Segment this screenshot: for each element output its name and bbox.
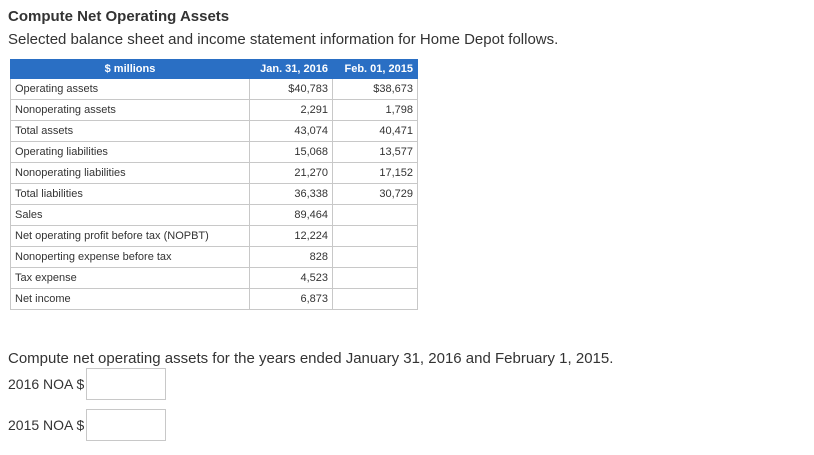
- value-2015: $38,673: [333, 79, 418, 100]
- table-row: [11, 268, 418, 289]
- row-label: Sales: [11, 205, 250, 226]
- value-2016: 21,270: [250, 163, 333, 184]
- value-2015: [333, 289, 418, 310]
- value-2016: 828: [250, 247, 333, 268]
- table-row: [11, 289, 418, 310]
- value-2016: 43,074: [250, 121, 333, 142]
- page-title: Compute Net Operating Assets: [8, 8, 230, 25]
- value-2015: [333, 205, 418, 226]
- value-2016: 89,464: [250, 205, 333, 226]
- answer-label-2016: 2016 NOA $: [8, 376, 85, 392]
- value-2016: $40,783: [250, 79, 333, 100]
- value-2016: 6,873: [250, 289, 333, 310]
- row-label: Net operating profit before tax (NOPBT): [11, 226, 250, 247]
- row-label: Tax expense: [11, 268, 250, 289]
- value-2015: 30,729: [333, 184, 418, 205]
- value-2015: 40,471: [333, 121, 418, 142]
- row-label: Net income: [11, 289, 250, 310]
- header-millions: $ millions: [11, 60, 250, 79]
- value-2015: 1,798: [333, 100, 418, 121]
- answer-label-2015: 2015 NOA $: [8, 417, 85, 433]
- table-row: [11, 247, 418, 268]
- table-row: [11, 121, 418, 142]
- value-2016: 4,523: [250, 268, 333, 289]
- table-row: [11, 163, 418, 184]
- value-2016: 2,291: [250, 100, 333, 121]
- table-row: [11, 79, 418, 100]
- question-text: Compute net operating assets for the years ended January 31, 2016 and February 1, 2015.: [8, 350, 614, 367]
- header-jan-2016: Jan. 31, 2016: [250, 60, 333, 79]
- value-2015: [333, 268, 418, 289]
- row-label: Nonoperating assets: [11, 100, 250, 121]
- header-feb-2015: Feb. 01, 2015: [333, 60, 418, 79]
- table-row: [11, 205, 418, 226]
- value-2016: 12,224: [250, 226, 333, 247]
- row-label: Total liabilities: [11, 184, 250, 205]
- noa-2015-input[interactable]: [86, 409, 166, 441]
- value-2015: 17,152: [333, 163, 418, 184]
- row-label: Operating liabilities: [11, 142, 250, 163]
- value-2016: 36,338: [250, 184, 333, 205]
- answer-row-2015: [8, 409, 166, 441]
- table-row: [11, 142, 418, 163]
- row-label: Nonoperting expense before tax: [11, 247, 250, 268]
- noa-2016-input[interactable]: [86, 368, 166, 400]
- answer-row-2016: [8, 368, 166, 400]
- row-label: Total assets: [11, 121, 250, 142]
- value-2016: 15,068: [250, 142, 333, 163]
- table-header-row: [11, 60, 418, 79]
- table-row: [11, 226, 418, 247]
- table-row: [11, 100, 418, 121]
- row-label: Operating assets: [11, 79, 250, 100]
- value-2015: [333, 226, 418, 247]
- table-row: [11, 184, 418, 205]
- row-label: Nonoperating liabilities: [11, 163, 250, 184]
- page-subtitle: Selected balance sheet and income statement information for Home Depot follows.: [8, 31, 559, 48]
- value-2015: [333, 247, 418, 268]
- financial-data-table: [10, 59, 418, 310]
- value-2015: 13,577: [333, 142, 418, 163]
